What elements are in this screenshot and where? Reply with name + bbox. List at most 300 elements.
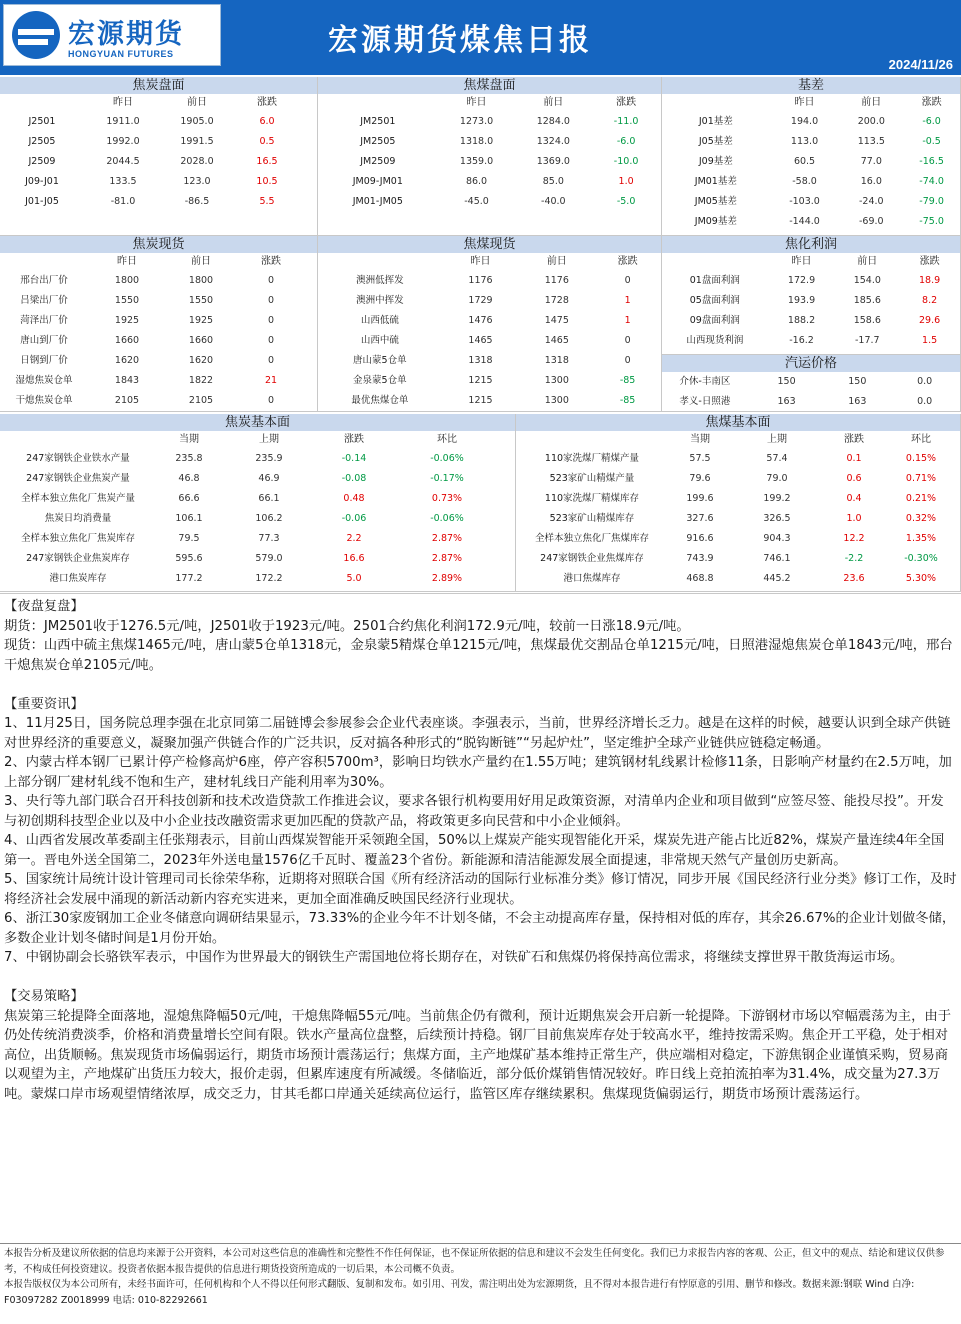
cell-value: 16.0 — [860, 176, 882, 187]
row-label: JM05基差 — [694, 196, 737, 207]
cell-value: 1284.0 — [536, 116, 570, 127]
cell-value: 1550 — [188, 295, 214, 306]
table-row — [318, 192, 661, 212]
row-label: JM01-JM05 — [352, 196, 403, 207]
table-header — [318, 94, 661, 112]
cell-value: 10.5 — [256, 176, 278, 187]
table-row — [0, 549, 515, 569]
cell-value: 185.6 — [853, 295, 881, 306]
row-label: 110家洗煤厂精煤产量 — [544, 453, 640, 464]
cell-value: -75.0 — [919, 216, 944, 227]
cell-value: 0 — [267, 355, 275, 366]
column-header: 涨跌 — [844, 434, 864, 445]
table-row — [318, 291, 661, 311]
cell-value: 1318.0 — [459, 136, 494, 147]
table-row — [318, 311, 661, 331]
cell-value: -6.0 — [616, 136, 636, 147]
row-label: 全样本独立焦化厂焦炭产量 — [20, 493, 135, 504]
table-row — [662, 331, 960, 351]
column-header — [0, 94, 84, 112]
column-header — [318, 253, 442, 271]
cell-value: 150 — [777, 376, 796, 387]
table-row — [0, 449, 515, 469]
cell-value: -58.0 — [792, 176, 817, 187]
cell-value: 172.9 — [787, 275, 816, 286]
cell-value: 2.87% — [431, 553, 463, 564]
cell-value: 1465 — [544, 335, 569, 346]
row-label: 唐山到厂价 — [20, 335, 68, 346]
cell-value: -103.0 — [789, 196, 820, 207]
row-label: 邢台出厂价 — [20, 275, 68, 286]
cell-value: 177.2 — [175, 573, 203, 584]
table-row — [516, 569, 960, 589]
commentary-section — [0, 593, 961, 1243]
row-label: 湿熄焦炭仓单 — [15, 375, 73, 386]
column-header: 昨日 — [470, 256, 491, 267]
row-label: JM2501 — [360, 116, 396, 127]
row-label: 金泉蒙5仓单 — [353, 375, 407, 386]
table-row — [662, 112, 960, 132]
cell-value: 66.1 — [258, 493, 280, 504]
cell-value: 163 — [777, 396, 796, 407]
cell-value: 326.5 — [763, 513, 791, 524]
logo-text-cn: 宏源期货 — [68, 19, 184, 50]
cell-value: 0 — [267, 315, 275, 326]
cell-value: 1800 — [114, 275, 140, 286]
cell-value: -86.5 — [184, 196, 210, 207]
table-row — [0, 112, 317, 132]
row-label: 523家矿山精煤库存 — [549, 513, 635, 524]
table-row — [516, 449, 960, 469]
column-header: 环比 — [911, 434, 931, 445]
cell-value: -45.0 — [464, 196, 489, 207]
column-header: 涨跌 — [616, 97, 637, 108]
cell-value: 0.5 — [259, 136, 275, 147]
cell-value: 1550 — [114, 295, 140, 306]
row-label: 日钢到厂价 — [20, 355, 68, 366]
cell-value: 0 — [624, 355, 631, 366]
cell-value: 21 — [264, 375, 278, 386]
row-label: 港口焦炭库存 — [49, 573, 107, 584]
column-header: 当期 — [179, 434, 199, 445]
cell-value: 1991.5 — [180, 136, 214, 147]
coal-fundamentals-panel — [516, 414, 961, 592]
row-label: 山西中硫 — [360, 335, 399, 346]
column-header: 涨跌 — [261, 256, 281, 267]
row-label: 最优焦煤仓单 — [351, 395, 409, 406]
night-review-spot: 现货：山西中硫主焦煤1465元/吨，唐山蒙5仓单1318元，金泉蒙5精煤仓单1215元/吨，焦煤最优交割品仓单1215元/吨，日照港湿熄焦炭仓单1843元/吨，邢台干熄焦炭仓单2105元/吨。 — [4, 638, 953, 673]
cell-value: 1 — [624, 295, 631, 306]
night-review-title: 【夜盘复盘】 — [4, 599, 84, 614]
table-row — [516, 509, 960, 529]
cell-value: 1911.0 — [106, 116, 140, 127]
table-row — [662, 392, 960, 412]
column-header — [662, 253, 768, 271]
column-header: 涨跌 — [617, 256, 638, 267]
cell-value: 2.89% — [431, 573, 463, 584]
row-label: 吕梁出厂价 — [20, 295, 68, 306]
coal-futures-panel — [318, 77, 662, 236]
cell-value: 0 — [267, 395, 275, 406]
cell-value: 1660 — [114, 335, 140, 346]
table-row — [318, 172, 661, 192]
disclaimer-text: 本报告分析及建议所依据的信息均来源于公开资料，本公司对这些信息的准确性和完整性不作任何保证，也不保证所依据的信息和建议不会发生任何变化。我们已力求报告内容的客观、公正，但文中的观点、结论和建议仅供参考，不构成任何投资建议。投资者依据本报告提供的信息进行期货投资所造成的一切后果，本公司概不负责。 — [4, 1248, 945, 1275]
cell-value: 2044.5 — [106, 156, 140, 167]
cell-value: 46.8 — [178, 473, 200, 484]
row-label: 澳洲低挥发 — [356, 275, 404, 286]
table-row — [0, 529, 515, 549]
table-header — [0, 253, 317, 271]
cell-value: 194.0 — [790, 116, 819, 127]
column-header: 涨跌 — [919, 256, 940, 267]
table-row — [0, 569, 515, 589]
cell-value: 188.2 — [787, 315, 816, 326]
panel-title: 汽运价格 — [662, 355, 960, 372]
row-label: 01盘面利润 — [689, 275, 740, 286]
column-header: 环比 — [437, 434, 457, 445]
cell-value: 1925 — [114, 315, 140, 326]
cell-value: 1620 — [188, 355, 214, 366]
panel-title: 焦煤盘面 — [318, 77, 661, 94]
cell-value: -0.08 — [341, 473, 367, 484]
row-label: J2501 — [28, 116, 56, 127]
cell-value: 0.4 — [846, 493, 862, 504]
panel-title: 焦煤基本面 — [516, 414, 960, 431]
table-row — [318, 112, 661, 132]
row-label: 干熄焦炭仓单 — [15, 395, 73, 406]
column-header: 当期 — [690, 434, 710, 445]
news-item: 6、浙江30家废钢加工企业冬储意向调研结果显示，73.33%的企业今年不计划冬储，不会主动提高库存量，保持相对低的库存，其余26.67%的企业计划做冬储，多数企业计划冬储时间是1月份开始。 — [4, 911, 956, 946]
cell-value: 1992.0 — [106, 136, 140, 147]
table-row — [662, 291, 960, 311]
cell-value: 2105 — [114, 395, 140, 406]
cell-value: 1822 — [188, 375, 214, 386]
column-header: 上期 — [259, 434, 279, 445]
panel-title: 焦化利润 — [662, 236, 960, 253]
table-row — [0, 391, 317, 411]
news-item: 7、中钢协副会长骆铁军表示，中国作为世界最大的钢铁生产需国地位将长期存在，对铁矿石和焦煤仍将保持高位需求，将继续支撑世界干散货海运市场。 — [4, 950, 904, 965]
column-header: 昨日 — [117, 256, 137, 267]
cell-value: 1843 — [114, 375, 140, 386]
table-row — [318, 132, 661, 152]
cell-value: 199.2 — [763, 493, 791, 504]
cell-value: 57.5 — [689, 453, 711, 464]
column-header: 昨日 — [466, 97, 487, 108]
column-header: 前日 — [857, 256, 878, 267]
row-label: 247家钢铁企业铁水产量 — [26, 453, 130, 464]
cell-value: 595.6 — [175, 553, 203, 564]
cell-value: 1475 — [544, 315, 569, 326]
cell-value: 1273.0 — [459, 116, 494, 127]
row-label: J01-J05 — [25, 196, 59, 207]
row-label: 港口焦煤库存 — [563, 573, 621, 584]
news-title: 【重要资讯】 — [4, 696, 84, 712]
cell-value: 5.30% — [905, 573, 937, 584]
row-label: 247家钢铁企业焦煤库存 — [540, 553, 644, 564]
cell-value: -17.7 — [855, 335, 880, 346]
cell-value: 0.15% — [905, 453, 937, 464]
cell-value: -24.0 — [859, 196, 884, 207]
coke-fundamentals-panel — [0, 414, 516, 592]
column-header: 上期 — [767, 434, 787, 445]
cell-value: 1324.0 — [536, 136, 570, 147]
table-row — [662, 192, 960, 212]
cell-value: 1 — [624, 315, 631, 326]
table-row — [662, 271, 960, 291]
table-row — [662, 311, 960, 331]
table-row — [516, 469, 960, 489]
column-header: 涨跌 — [344, 434, 364, 445]
night-review-futures: 期货：JM2501收于1276.5元/吨，J2501收于1923元/吨。2501合约焦化利润172.9元/吨，较前一日涨18.9元/吨。 — [4, 618, 690, 634]
table-header — [516, 431, 960, 449]
cell-value: 57.4 — [766, 453, 788, 464]
cell-value: -0.06% — [430, 453, 464, 464]
row-label: J2509 — [28, 156, 56, 167]
cell-value: -85 — [619, 375, 636, 386]
row-label: 110家洗煤厂精煤库存 — [544, 493, 640, 504]
cell-value: 193.9 — [787, 295, 816, 306]
cell-value: 8.2 — [922, 295, 938, 306]
cell-value: 113.5 — [857, 136, 885, 147]
table-row — [318, 152, 661, 172]
table-row — [0, 192, 317, 212]
cell-value: 1176 — [468, 275, 493, 286]
column-header — [0, 253, 88, 271]
cell-value: 1905.0 — [180, 116, 214, 127]
table-row — [318, 371, 661, 391]
row-label: 介休-丰南区 — [679, 376, 731, 387]
table-header — [0, 431, 515, 449]
cell-value: 163 — [848, 396, 867, 407]
news-item: 1、11月25日，国务院总理李强在北京同第二届链博会参展参会企业代表座谈。李强表示，当前，世界经济增长乏力。越是在这样的时候，越要认识到全球产供链对世界经济的重要意义，凝聚加强产供链合作的广泛共识，反对搞各种形式的“脱钩断链”“另起炉灶”，坚定维护全球产业链供应链稳定畅通。 — [4, 716, 951, 751]
cell-value: 113.0 — [790, 136, 819, 147]
table-row — [0, 469, 515, 489]
table-row — [318, 351, 661, 371]
cell-value: 5.0 — [346, 573, 362, 584]
cell-value: 79.0 — [766, 473, 788, 484]
row-label: JM01基差 — [694, 176, 737, 187]
row-label: 523家矿山精煤产量 — [549, 473, 635, 484]
cell-value: 154.0 — [853, 275, 881, 286]
news-item: 2、内蒙古样本钢厂已累计停产检修高炉6座，停产容积5700m³，影响日均铁水产量约在1.55万吨；建筑钢材轧线累计检修11条，日影响产材量约在2.5万吨，加上部分钢厂建材轧线不饱和生产，建材轧线日产能利用率为30%。 — [4, 755, 952, 790]
cell-value: 1476 — [468, 315, 493, 326]
cell-value: 1300 — [544, 395, 569, 406]
cell-value: 0 — [267, 295, 275, 306]
cell-value: 199.6 — [686, 493, 714, 504]
table-row — [662, 212, 960, 232]
company-logo — [3, 4, 221, 66]
news-item: 5、国家统计局统计设计管理司司长徐荣华称，近期将对照联合国《所有经济活动的国际行业标准分类》修订情况，同步开展《国民经济行业分类》修订工作，及时将经济社会发展中涌现的新活动新内容充实进来，更加全面准确反映国民经济行业现状。 — [4, 872, 957, 907]
row-label: JM2505 — [360, 136, 396, 147]
table-row — [0, 489, 515, 509]
table-row — [318, 271, 661, 291]
cell-value: 1.0 — [846, 513, 862, 524]
row-label: J01基差 — [698, 116, 733, 127]
cell-value: 0 — [624, 335, 631, 346]
row-label: 247家钢铁企业焦炭产量 — [26, 473, 130, 484]
column-header: 昨日 — [791, 256, 812, 267]
cell-value: 200.0 — [857, 116, 885, 127]
cell-value: 77.3 — [258, 533, 280, 544]
disclaimer-footer — [0, 1243, 961, 1324]
cell-value: 66.6 — [178, 493, 200, 504]
table-row — [662, 172, 960, 192]
cell-value: 172.2 — [255, 573, 283, 584]
cell-value: 1215 — [468, 395, 493, 406]
news-item: 4、山西省发展改革委副主任张翔表示，目前山西煤炭智能开采领跑全国，50%以上煤炭产能实现智能化开采，煤炭先进产能占比近82%，煤炭产量连续4年全国第一。晋电外送全国第二，2023年外送电量1576亿千瓦时、覆盖23个省份。新能源和清洁能源发展全面提速，非常规天然气产量创历史新高。 — [4, 833, 945, 868]
cell-value: 916.6 — [686, 533, 714, 544]
table-row — [0, 291, 317, 311]
table-row — [516, 529, 960, 549]
column-header — [0, 431, 156, 449]
row-label: 05盘面利润 — [689, 295, 740, 306]
cell-value: 1359.0 — [459, 156, 494, 167]
coking-profit-panel — [662, 236, 961, 355]
table-row — [0, 331, 317, 351]
cell-value: 79.5 — [178, 533, 200, 544]
cell-value: -0.06 — [341, 513, 367, 524]
cell-value: 468.8 — [686, 573, 714, 584]
cell-value: 5.5 — [259, 196, 275, 207]
cell-value: -16.5 — [919, 156, 944, 167]
cell-value: -6.0 — [922, 116, 941, 127]
cell-value: 1369.0 — [536, 156, 570, 167]
table-row — [662, 372, 960, 392]
column-header — [516, 431, 668, 449]
cell-value: -40.0 — [541, 196, 566, 207]
panel-title: 基差 — [662, 77, 960, 94]
cell-value: 1620 — [114, 355, 140, 366]
row-label: J09-J01 — [25, 176, 59, 187]
cell-value: 106.1 — [175, 513, 203, 524]
column-header: 前日 — [861, 97, 882, 108]
cell-value: -0.06% — [430, 513, 464, 524]
row-label: JM09-JM01 — [352, 176, 403, 187]
row-label: 全样本独立焦化厂焦煤库存 — [534, 533, 649, 544]
cell-value: 18.9 — [919, 275, 941, 286]
basis-panel — [662, 77, 961, 236]
table-row — [0, 152, 317, 172]
column-header: 昨日 — [794, 97, 815, 108]
cell-value: 0 — [624, 275, 631, 286]
row-label: 山西现货利润 — [686, 335, 744, 346]
cell-value: 0.0 — [917, 396, 933, 407]
strategy-text: 焦炭第三轮提降全面落地，湿熄焦降幅50元/吨，干熄焦降幅55元/吨。当前焦企仍有微利，预计近期焦炭会开启新一轮提降。下游钢材市场以窄幅震荡为主，由于仍处传统消费淡季，价格和消费量增长空间有限。铁水产量高位盘整，后续预计持稳。钢厂目前焦炭库存处于较高水平，维持按需采购。焦企开工平稳，处于相对高位，出货顺畅。焦炭现货市场偏弱运行，期货市场预计震荡运行；焦煤方面，主产地煤矿基本维持正常生产，供应端相对稳定，下游焦钢企业谨慎采购，贸易商以观望为主，产地煤矿出货压力较大，报价走弱，但累库速度有所减缓。冬储临近，部分低价煤销售情况较好。昨日线上竞拍流拍率为31.4%，成交量为27.3万吨。蒙煤口岸市场观望情绪浓厚，成交乏力，甘其毛都口岸通关延续高位运行，监管区库存继续累积。焦煤现货偏弱运行，期货市场预计震荡运行。 — [4, 1008, 951, 1102]
cell-value: 327.6 — [686, 513, 714, 524]
row-label: 全样本独立焦化厂焦炭库存 — [20, 533, 135, 544]
table-row — [318, 331, 661, 351]
cell-value: 235.8 — [175, 453, 203, 464]
column-header: 昨日 — [113, 97, 133, 108]
cell-value: 1800 — [188, 275, 214, 286]
table-row — [516, 489, 960, 509]
report-header — [0, 0, 961, 75]
panel-title: 焦炭盘面 — [0, 77, 317, 94]
cell-value: 579.0 — [255, 553, 283, 564]
cell-value: 16.6 — [343, 553, 365, 564]
cell-value: 1465 — [468, 335, 493, 346]
panel-title: 焦煤现货 — [318, 236, 661, 253]
row-label: J09基差 — [698, 156, 733, 167]
cell-value: -10.0 — [613, 156, 639, 167]
column-header: 涨跌 — [921, 97, 942, 108]
cell-value: 29.6 — [919, 315, 941, 326]
panel-title: 焦炭现货 — [0, 236, 317, 253]
row-label: 焦炭日均消费量 — [44, 513, 112, 524]
table-row — [0, 311, 317, 331]
table-row — [0, 132, 317, 152]
cell-value: 1.5 — [922, 335, 938, 346]
coal-spot-panel — [318, 236, 662, 412]
cell-value: 77.0 — [860, 156, 882, 167]
column-header: 前日 — [543, 97, 564, 108]
table-row — [662, 152, 960, 172]
table-row — [0, 351, 317, 371]
cell-value: -0.5 — [922, 136, 941, 147]
cell-value: 2.87% — [431, 533, 463, 544]
copyright-text: 本报告版权仅为本公司所有，未经书面许可，任何机构和个人不得以任何形式翻版、复制和发布。如引用、刊发，需注明出处为宏源期货，且不得对本报告进行有悖原意的引用、删节和修改。数据来源:钢联 Wind 白净: F03097282 Z0018999 电话: 010-82292661 — [4, 1279, 915, 1306]
table-row — [0, 509, 515, 529]
report-title: 宏源期货煤焦日报 — [328, 23, 592, 58]
coke-futures-panel — [0, 77, 318, 236]
cell-value: 158.6 — [853, 315, 881, 326]
cell-value: 0.6 — [846, 473, 862, 484]
table-row — [0, 371, 317, 391]
row-label: JM09基差 — [694, 216, 737, 227]
cell-value: -16.2 — [789, 335, 814, 346]
row-label: J05基差 — [698, 136, 733, 147]
row-label: 唐山蒙5仓单 — [353, 355, 407, 366]
table-header — [318, 253, 661, 271]
cell-value: 445.2 — [763, 573, 791, 584]
column-header — [318, 94, 438, 112]
cell-value: -0.30% — [904, 553, 938, 564]
cell-value: 133.5 — [109, 176, 137, 187]
cell-value: -74.0 — [919, 176, 944, 187]
cell-value: 1729 — [468, 295, 493, 306]
logo-mark-icon — [12, 11, 60, 59]
cell-value: 1.0 — [618, 176, 634, 187]
cell-value: 86.0 — [465, 176, 488, 187]
row-label: 菏泽出厂价 — [20, 315, 68, 326]
cell-value: 23.6 — [843, 573, 865, 584]
column-header — [662, 94, 770, 112]
cell-value: 123.0 — [183, 176, 211, 187]
cell-value: 1318 — [468, 355, 493, 366]
panel-title: 焦炭基本面 — [0, 414, 515, 431]
cell-value: 106.2 — [255, 513, 283, 524]
cell-value: -81.0 — [110, 196, 136, 207]
cell-value: 16.5 — [256, 156, 278, 167]
row-label: J2505 — [28, 136, 56, 147]
table-row — [516, 549, 960, 569]
table-header — [0, 94, 317, 112]
cell-value: 1176 — [544, 275, 569, 286]
row-label: 孝义-日照港 — [679, 396, 731, 407]
table-row — [0, 271, 317, 291]
strategy-title: 【交易策略】 — [4, 989, 84, 1004]
column-header: 前日 — [546, 256, 567, 267]
row-label: 09盘面利润 — [689, 315, 740, 326]
row-label: 247家钢铁企业焦炭库存 — [26, 553, 130, 564]
cell-value: 0.73% — [431, 493, 463, 504]
cell-value: 0.71% — [905, 473, 937, 484]
cell-value: 2.2 — [346, 533, 362, 544]
table-header — [662, 253, 960, 271]
table-row — [0, 172, 317, 192]
cell-value: 1215 — [468, 375, 493, 386]
cell-value: 85.0 — [542, 176, 564, 187]
